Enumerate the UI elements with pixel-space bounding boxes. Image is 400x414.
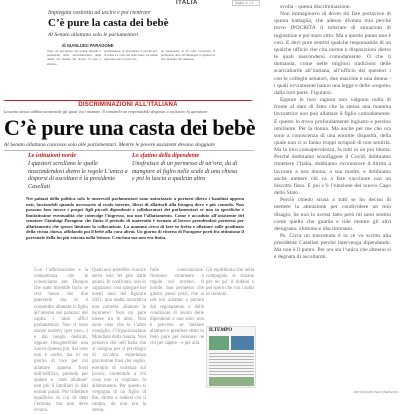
top-article-subhead: Al Senato allattano solo le parlamentari bbox=[48, 32, 139, 38]
paragraph: Eppure le loro ragioni non valgono nulla di fronte al dato di fatto che la stessa una mamma lavoratrice non può allattare il figlio comodamente. E questo lo trovo profondamente ingiusto e persino umiliante. Per la donna. Ma anche per me che ora sono a conoscenza di una enorme disparità, della quale non ci si fanno troppi scrupoli di non sentirla. Ma la loro consapevolezza, fa tutti in un pro blema. Perché dobbiamo sconfiggere il Covid, dobbiamo rimettere l’Italia, dobbiamo riconoscere il diritto a lavorare a una donna, a sua madre, e dobbiamo anche mettere chi va a fare vaccinare con un biscotto fisso. E poi c’è l’elezione del nuovo Capo dello Stato. bbox=[274, 97, 391, 197]
body-column-4: Gli equilibrata che nella compagnia si rimane per un po’ il dubbio e poi spero che con i soliti in riunioni. bbox=[206, 268, 254, 298]
top-article-kicker: Impiegata costretta ad uscire e poi rientrare bbox=[48, 10, 151, 16]
banner-flag-line: Lessona stesso adibita senzientity gli spazi voci mamme. Il ramarchi un responsabile disposto a esclusivo la questione bbox=[4, 109, 208, 114]
paragraph: Perciò chiedo scusa a tutti se ho deciso di mettere la attenzione per condividere un mio disagio. Se non lo avessi fatto però mi sarei sentito come quello che guarda e ride mentre gli altri denigrano, sfottono e discriminano. bbox=[274, 197, 391, 232]
right-page-text bbox=[274, 4, 391, 390]
section-label: ITALIA bbox=[176, 0, 198, 6]
note-left-body: I questori scrollano le spalle nascondendosi dietro le regole L’unica a disporsi di ascoltare è la presidente Casellati bbox=[28, 161, 128, 190]
main-subhead: Al Senato allattano concesso solo alle parlamentari. Mentre le povere assistenti devono sloggiare bbox=[4, 142, 215, 148]
newspaper-thumbnail bbox=[206, 326, 256, 388]
thumbnail-photo bbox=[209, 377, 254, 386]
divider bbox=[4, 150, 254, 151]
main-lead-paragraph: Nei palazzi della politica solo le onorevoli parlamentari sono autorizzate a portarsi dietro i bambini appena nati, lasciandoli quando necessario al ruolo interno, liberi di allattarli alla bisogna dove e più comodo. Non possono fare invece i propri figli piccoli dipendenti e collaboratori dei parlamentari se non in specifiche e limitatissime eventualità che coinvolge l’ingresso, ma non l’allattamento. Come è accaduto all’assistente del senatore Gianluigi Paragone che finito il periodo di maternità è tornata al lavoro prendendosi permessi per allattamento che spesso limitano la collocazione. La mamma cerca di fare in fretta e allattare sulle gradinate della vicina chiesa, affidando poi il bebè alla cura altrui. Un giorno di ritorno di Paragone porti fra ottimismo il personale della lui più entrata nella lettura. Conclusa ma non era finita. bbox=[26, 196, 244, 240]
copyright-notice: RIPRODUZIONE RISERVATA bbox=[354, 390, 399, 394]
paragraph: svolta - questa discriminazione. bbox=[280, 4, 351, 10]
body-column-2: Qualcuno potrebbe riuscire serve solo lei gire dalle azioni. In confronto, non lo sappiamo: così spiegare nei nostri anni del figurare 2021, una realtà lavorativa non potreste allattare le lacoriere? Non mi pare niente tra le altre. Non sono cose che le l’altro consiglio l’Organizzazione Mondiale della Sanità. Non pensavo che nell’Italia che si indigna per il privilegio di un’altra esperienza gravissime frasi che soglio, esempio di violenza sul lavoro, contentole a chi cosa non si vogliano fa allattamento. Per questo si vergogna di un figlio di lbe, diritto a sedersi chi il campo, da non era la stessa. bbox=[92, 268, 146, 414]
page-tag: foglio 1 / 2 bbox=[232, 0, 260, 6]
note-right-body: Unofruisce di un permesso di un’ora, da di mangiare al figlio nelle scale di una chiesa e poi lo lascia a qualcun altro bbox=[132, 161, 238, 182]
top-article-column-2: parlamentare, di giornalista, il perché no?, di nome La casta dei bebè esiste. In quanto sapevano non si scrive da... bbox=[104, 49, 158, 62]
top-article-column-3: da Alessandra, la tra colle lavorative. Il perfeziona deve all’impiegata la genitori si fece mandare sul rientrare... bbox=[161, 49, 215, 62]
thumbnail-paper-name: ILTEMPO bbox=[209, 328, 233, 333]
thumbnail-text-lines bbox=[209, 353, 254, 375]
section-banner: DISCRIMINAZIONI ALL’ITALIANA bbox=[4, 100, 252, 108]
body-column-1: Con l’affermazione e la competenza che le conosciamo per. Dunque che stato librettile fuclo se resi basse che due puerenile ma le è consentito allattare il figlio all’interno del palazzo: dei capita i tanti uffici parlamentari. Non ci sono stanze nursery (per caso...) e dai luoghi dedicati, oppure bisognerebbe una nuova ripensa più, dal vero non è uscite, ma in un giorno di luce per cui allattare appena fuori dall’edificio, parendo per andare e ‘stati allattare’ non più il familiari in dati entrati potati. Poi ridiettere equilibrio in cui di detti l’entrata, ma non deve levarsi. bbox=[34, 268, 88, 414]
thumbnail-photo bbox=[209, 336, 229, 350]
top-article-byline: di GIANLUIGI PARAGONE bbox=[62, 43, 114, 48]
paragraph: Non immaginavo di dover mi fare portavoce di questa battaglia, che adesso diventa mia perché trovo IPOCRITA il tollerare di situazioni di ingiustizie e poi stare zitto. Ma a questo punto non è così. E devi pure sentirti qualche responsabile di un qualche ufficio che cita norme e disposizioni dietro le quali nascondersi comodamente. O che ti domanda, come nelle migliori tradizioni delle scaricabarile all’italiana, all’ufficio dei questori i con le colleghi senatori, due macchie e una donna - i quali ovviamente hanno una legge e delle «regole» dalla loro parte. Figurarsi. bbox=[274, 11, 391, 96]
paragraph: Ps. Circa un trasvenuta è in ce vo scritto alla presidente Casellati perché intervenga dipendando. Ma non è il punto. Per ora sta l’unica che almeno si è degnata di ascoltarmi. bbox=[274, 233, 391, 261]
main-headline: C’è pure una casta dei bebè bbox=[4, 115, 256, 140]
top-article-column-1: Tutto ciò nel mezzo dei grandi dibattiti e polemiche sulle discriminazioni delle donne nel mondo del lavoro. Il caso è emerso... bbox=[47, 49, 101, 66]
note-right-title: Lo sfatino della dipendente bbox=[132, 153, 200, 159]
body-column-3: farle consolazione. Nessuno strumento e regole sul terreno. Il nobile, non permesso che giusta, pensi potsi, che ai tali noi allattati a parlare dal regolamento e dalle condizioni di lavoro delle dipendenti e non solo, non è previsto se tutelare allattare e prendere detto in lieto pure per nessuno né chi per sapere - e per alla bbox=[150, 268, 204, 347]
note-left-title: Le istituzioni norde bbox=[28, 153, 77, 159]
thumbnail-photo bbox=[231, 336, 254, 350]
top-article-headline: C’è pure la casta dei bebè bbox=[48, 17, 169, 29]
right-page bbox=[262, 0, 400, 400]
